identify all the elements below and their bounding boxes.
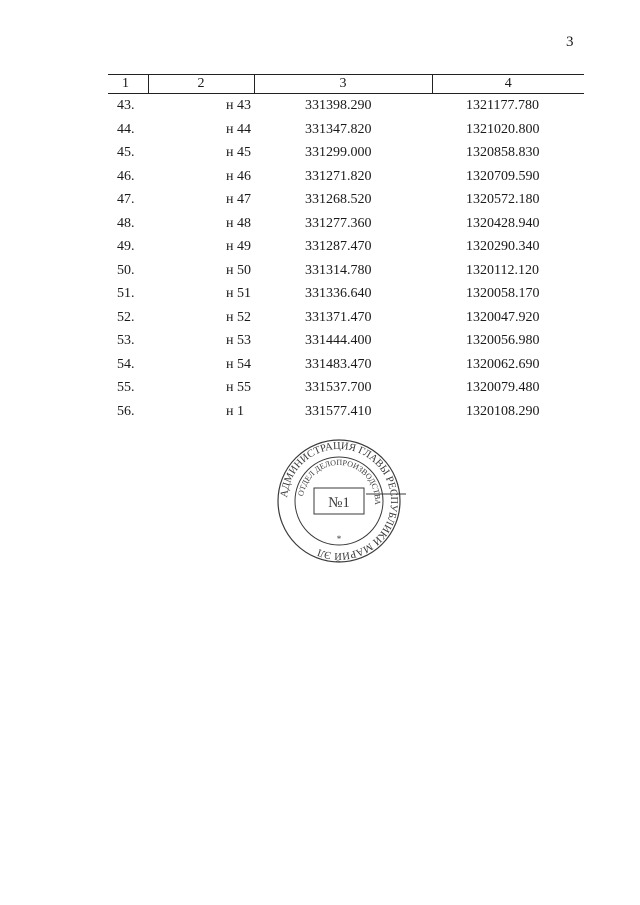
row-number: 46. xyxy=(117,168,135,184)
y-coordinate: 1320062.690 xyxy=(466,356,540,372)
point-label: н 51 xyxy=(226,286,251,301)
page-number: 3 xyxy=(566,34,574,50)
row-number: 45. xyxy=(117,145,135,160)
x-coordinate: 331483.470 xyxy=(305,356,372,372)
y-coordinate: 1320709.590 xyxy=(466,168,540,184)
x-coordinate: 331268.520 xyxy=(305,192,372,207)
y-coordinate: 1320108.290 xyxy=(466,403,540,419)
row-number: 51. xyxy=(117,286,135,301)
table-row xyxy=(108,259,584,283)
table-row xyxy=(108,376,584,400)
point-label: н 49 xyxy=(226,239,251,254)
x-coordinate: 331271.820 xyxy=(305,168,372,184)
seal-outer-text: АДМИНИСТРАЦИЯ ГЛАВЫ РЕСПУБЛИКИ МАРИЙ ЭЛ xyxy=(279,440,400,562)
table-row xyxy=(108,329,584,353)
point-label: н 54 xyxy=(226,356,251,372)
table-row xyxy=(108,353,584,377)
point-label: н 48 xyxy=(226,215,251,231)
point-label: н 53 xyxy=(226,333,251,348)
table-row xyxy=(108,306,584,330)
y-coordinate: 1321020.800 xyxy=(466,121,540,137)
x-coordinate: 331347.820 xyxy=(305,121,372,137)
x-coordinate: 331314.780 xyxy=(305,262,372,278)
point-label: н 46 xyxy=(226,168,251,184)
row-number: 55. xyxy=(117,380,135,395)
x-coordinate: 331287.470 xyxy=(305,239,372,254)
table-row xyxy=(108,141,584,165)
table-header xyxy=(108,75,584,94)
x-coordinate: 331398.290 xyxy=(305,98,372,113)
point-label: н 43 xyxy=(226,98,251,113)
point-label: н 50 xyxy=(226,262,251,278)
point-label: н 44 xyxy=(226,121,251,137)
x-coordinate: 331336.640 xyxy=(305,286,372,301)
column-header-1: 1 xyxy=(108,75,148,94)
point-label: н 1 xyxy=(226,403,244,419)
table-row xyxy=(108,118,584,142)
x-coordinate: 331371.470 xyxy=(305,309,372,325)
x-coordinate: 331537.700 xyxy=(305,380,372,395)
row-number: 56. xyxy=(117,403,135,419)
row-number: 53. xyxy=(117,333,135,348)
row-number: 49. xyxy=(117,239,135,254)
coordinates-table xyxy=(108,74,584,423)
y-coordinate: 1320112.120 xyxy=(466,262,539,278)
row-number: 50. xyxy=(117,262,135,278)
x-coordinate: 331577.410 xyxy=(305,403,372,419)
y-coordinate: 1321177.780 xyxy=(466,98,539,113)
row-number: 43. xyxy=(117,98,135,113)
seal-inner-text: ОТДЕЛ ДЕЛОПРОИЗВОДСТВА xyxy=(296,457,383,506)
official-seal xyxy=(266,438,412,564)
y-coordinate: 1320079.480 xyxy=(466,380,540,395)
column-header-2: 2 xyxy=(148,75,254,94)
x-coordinate: 331444.400 xyxy=(305,333,372,348)
row-number: 47. xyxy=(117,192,135,207)
y-coordinate: 1320428.940 xyxy=(466,215,540,231)
x-coordinate: 331277.360 xyxy=(305,215,372,231)
row-number: 54. xyxy=(117,356,135,372)
y-coordinate: 1320572.180 xyxy=(466,192,540,207)
table-row xyxy=(108,212,584,236)
y-coordinate: 1320290.340 xyxy=(466,239,540,254)
x-coordinate: 331299.000 xyxy=(305,145,372,160)
y-coordinate: 1320058.170 xyxy=(466,286,540,301)
table-body xyxy=(108,94,584,424)
table-row xyxy=(108,165,584,189)
row-number: 44. xyxy=(117,121,135,137)
table-row xyxy=(108,282,584,306)
seal-center-text: №1 xyxy=(328,495,350,511)
point-label: н 45 xyxy=(226,145,251,160)
table-row xyxy=(108,188,584,212)
row-number: 48. xyxy=(117,215,135,231)
y-coordinate: 1320047.920 xyxy=(466,309,540,325)
point-label: н 47 xyxy=(226,192,251,207)
column-header-4: 4 xyxy=(432,75,584,94)
table-row xyxy=(108,94,584,118)
seal-star-icon: * xyxy=(336,534,342,544)
table-header-row xyxy=(108,75,584,94)
point-label: н 52 xyxy=(226,309,251,325)
y-coordinate: 1320056.980 xyxy=(466,333,540,348)
point-label: н 55 xyxy=(226,380,251,395)
table-row xyxy=(108,400,584,424)
column-header-3: 3 xyxy=(254,75,432,94)
table-row xyxy=(108,235,584,259)
y-coordinate: 1320858.830 xyxy=(466,145,540,160)
row-number: 52. xyxy=(117,309,135,325)
